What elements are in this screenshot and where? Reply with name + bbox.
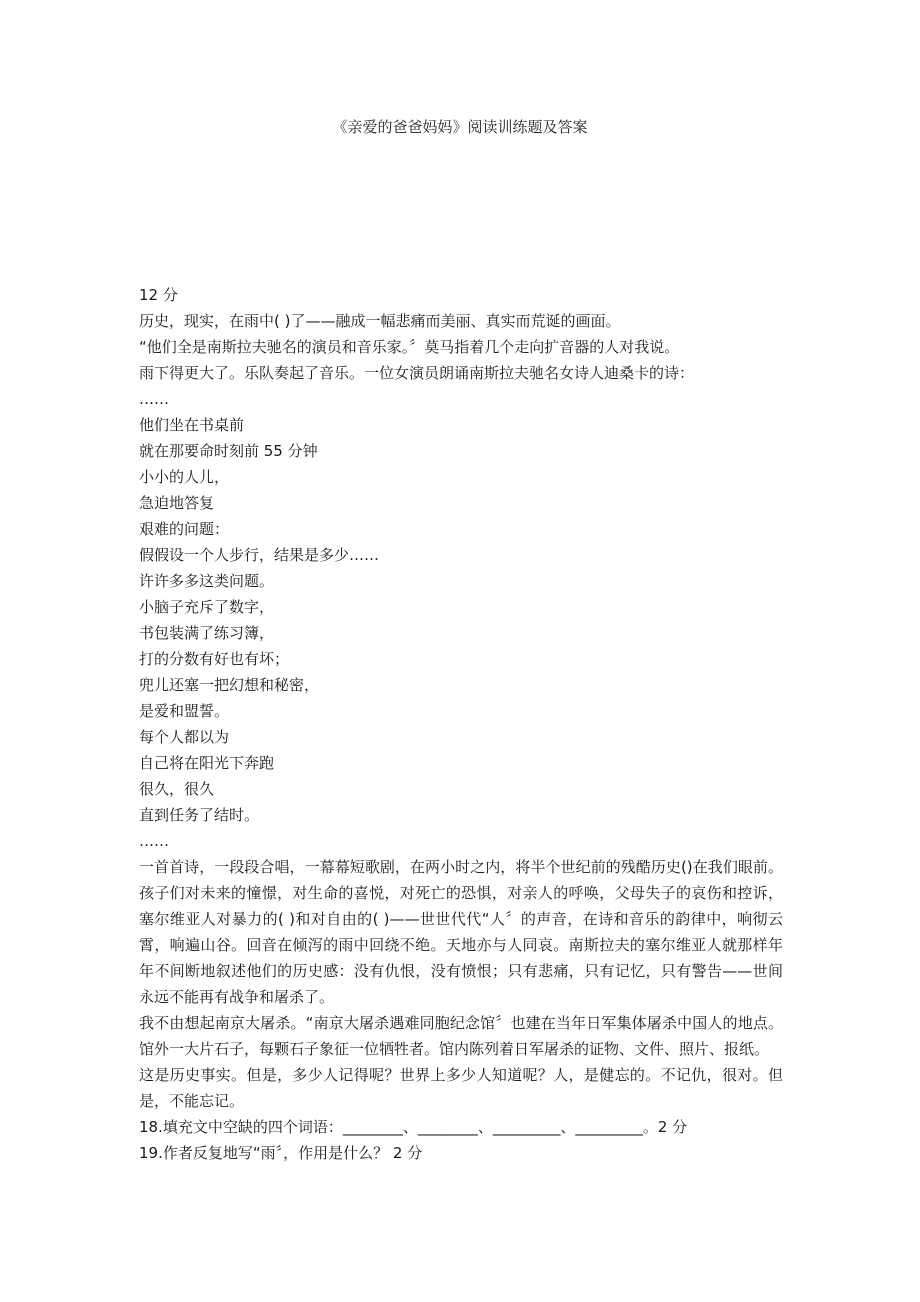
poem-line: 就在那要命时刻前 55 分钟 bbox=[139, 442, 318, 460]
poem-line: 很久，很久 bbox=[139, 780, 215, 798]
paragraph: 我不由想起南京大屠杀。“南京大屠杀遇难同胞纪念馆〞也建在当年日军集体屠杀中国人的地点。馆外一大片石子，每颗石子象征一位牺牲者。馆内陈列着日军屠杀的证物、文件、照片、报纸。 bbox=[139, 1014, 783, 1058]
poem-line: 艰难的问题： bbox=[139, 520, 230, 538]
poem-line: 直到任务了结时。 bbox=[139, 806, 260, 824]
poem-line: 每个人都以为 bbox=[139, 728, 230, 746]
poem-line: 假假设一个人步行，结果是多少…… bbox=[139, 546, 380, 564]
poem-line: 许许多多这类问题。 bbox=[139, 572, 275, 590]
poem-line: 急迫地答复 bbox=[139, 494, 215, 512]
question-19: 19.作者反复地写“雨〞，作用是什么？ 2 分 bbox=[139, 1144, 423, 1162]
text-line: 历史，现实，在雨中( )了——融成一幅悲痛而美丽、真实而荒诞的画面。 bbox=[139, 312, 621, 330]
poem-line: 书包装满了练习簿， bbox=[139, 624, 275, 642]
document-body bbox=[139, 282, 783, 1166]
score-line: 12 分 bbox=[139, 286, 178, 304]
ellipsis-line: …… bbox=[139, 832, 169, 850]
paragraph: 这是历史事实。但是，多少人记得呢？世界上多少人知道呢？人，是健忘的。不记仇，很对。但是，不能忘记。 bbox=[139, 1066, 783, 1110]
poem-line: 打的分数有好也有坏； bbox=[139, 650, 290, 668]
paragraph: 一首首诗，一段段合唱，一幕幕短歌剧，在两小时之内，将半个世纪前的残酷历史()在我们眼前。孩子们对未来的憧憬，对生命的喜悦，对死亡的恐惧，对亲人的呼唤，父母失子的哀伤和控诉，塞尔维亚人对暴力的( )和对自由的( )——世世代代“人〞的声音，在诗和音乐的韵律中，响彻云霄，响遍山谷。回音在倾泻的雨中回绕不绝。天地亦与人同哀。南斯拉夫的塞尔维亚人就那样年年不间断地叙述他们的历史感：没有仇恨，没有愤恨；只有悲痛，只有记忆，只有警告——世间永远不能再有战争和屠杀了。 bbox=[139, 858, 783, 1006]
poem-line: 小脑子充斥了数字， bbox=[139, 598, 275, 616]
poem-line: 兜儿还塞一把幻想和秘密， bbox=[139, 676, 320, 694]
document-title: 《亲爱的爸爸妈妈》阅读训练题及答案 bbox=[332, 118, 588, 136]
poem-line: 是爱和盟誓。 bbox=[139, 702, 230, 720]
question-18: 18.填充文中空缺的四个词语：________、________、_________、_________。2 分 bbox=[139, 1118, 688, 1136]
poem-line: 自己将在阳光下奔跑 bbox=[139, 754, 275, 772]
ellipsis-line: …… bbox=[139, 390, 169, 408]
text-line: “他们全是南斯拉夫驰名的演员和音乐家。〞莫马指着几个走向扩音器的人对我说。 bbox=[139, 338, 680, 356]
poem-line: 小小的人儿， bbox=[139, 468, 230, 486]
poem-line: 他们坐在书桌前 bbox=[139, 416, 245, 434]
text-line: 雨下得更大了。乐队奏起了音乐。一位女演员朗诵南斯拉夫驰名女诗人迪桑卡的诗： bbox=[139, 364, 695, 382]
